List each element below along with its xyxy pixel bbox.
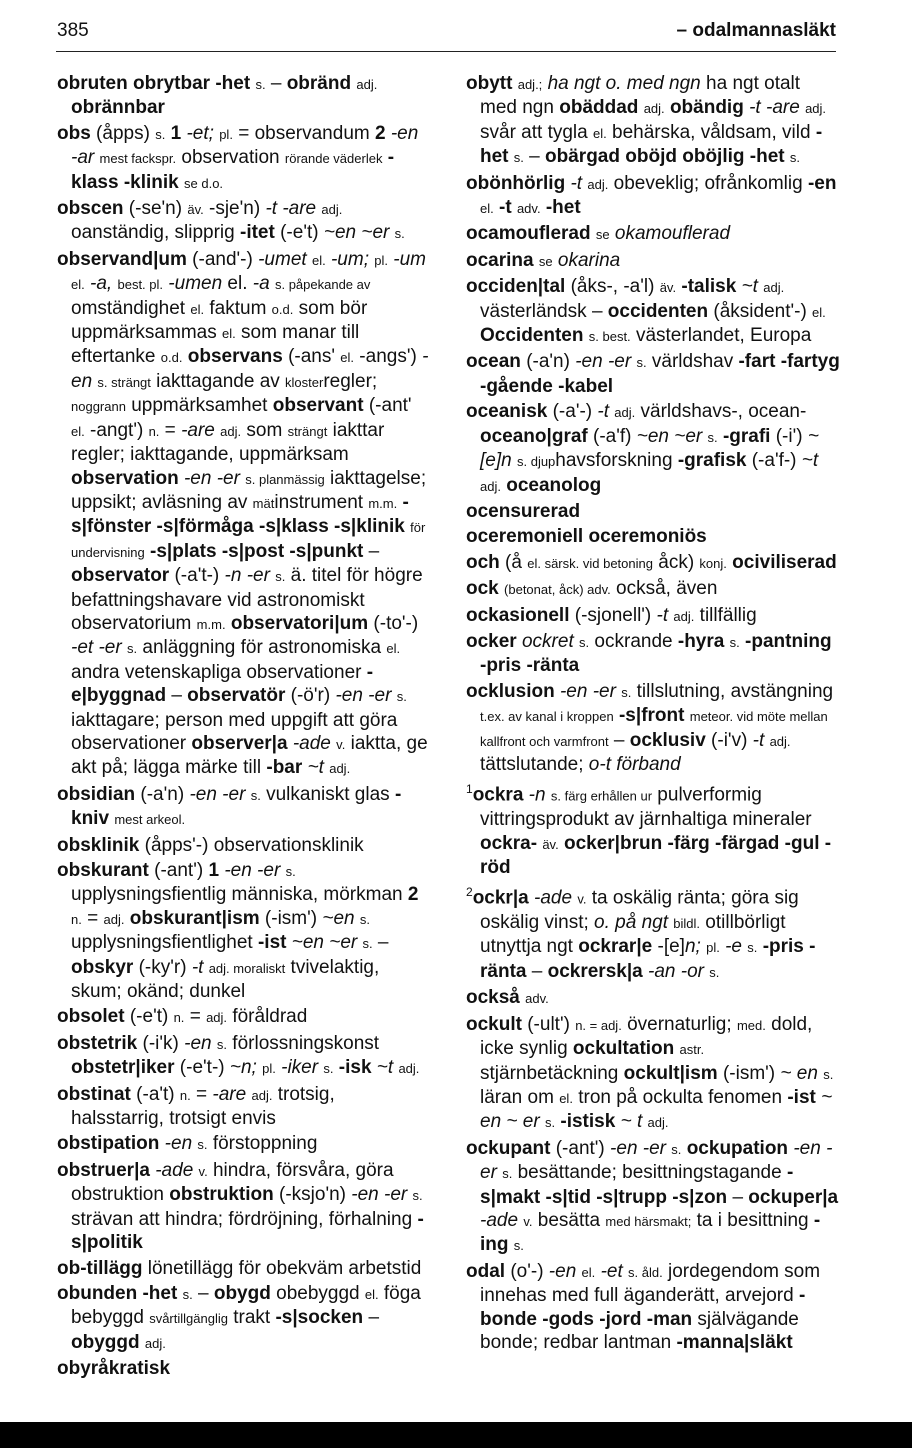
dictionary-entry: också adv. xyxy=(466,987,549,1009)
dictionary-entry: obyråkratisk xyxy=(57,1358,171,1380)
dictionary-entry: obs (åpps) s. 1 -et; pl. = observandum 2 -en -ar mest fackspr. observation rörande väderlek -klass -klinik se d.o. xyxy=(57,122,419,193)
left-column xyxy=(57,72,429,1383)
running-head: – odalmannasläkt xyxy=(676,20,836,41)
dictionary-entry: $^1$ockra -n s. färg erhållen ur pulverformig vittringsprodukt av järnhaltiga mineraler ockra- äv. ocker|brun -färg -färgad -gul -röd xyxy=(466,782,832,878)
dictionary-entry: ob-tillägg lönetillägg för obekväm arbetstid xyxy=(57,1257,422,1279)
page-number: 385 xyxy=(57,20,89,41)
dictionary-entry: ockult (-ult') n. = adj. övernaturlig; med. dold, icke synlig ockultation astr. stjärnbetäckning ockult|ism (-ism') ~ en s. läran om el. tron på ockulta fenomen -ist ~ en ~ er s. -istisk ~ t adj. xyxy=(466,1013,834,1133)
dictionary-entry: obruten obrytbar -het s. – obränd adj. obrännbar xyxy=(57,73,378,119)
dictionary-entry: odal (o'-) -en el. -et s. åld. jordegendom som innehas med full äganderätt, arvejord -bonde -gods -jord -man självägande bonde; redbar lantman -manna|släkt xyxy=(466,1260,821,1353)
dictionary-entry: obscen (-se'n) äv. -sje'n) -t -are adj. oanständig, slipprig -itet (-e't) ~en ~er s. xyxy=(57,198,405,244)
dictionary-entry: obstruer|a -ade v. hindra, försvåra, göra obstruktion obstruktion (-ksjo'n) -en -er s. strävan att hindra; fördröjning, förhalning -s|politik xyxy=(57,1159,424,1254)
dictionary-entry: ocamouflerad se okamouflerad xyxy=(466,223,731,245)
dictionary-entry: oceanisk (-a'-) -t adj. världshavs-, ocean- oceano|graf (-a'f) ~en ~er s. -grafi (-i') ~[e]n s. djuphavsforskning -grafisk (-a'f-) ~t adj. oceanolog xyxy=(466,401,819,496)
dictionary-entry: occiden|tal (åks-, -a'l) äv. -talisk ~t adj. västerländsk – occidenten (åksident'-) el. Occidenten s. best. västerlandet, Europa xyxy=(466,276,826,347)
dictionary-entry: ock (betonat, åck) adv. också, även xyxy=(466,578,718,600)
dictionary-entry: oceremoniell oceremoniös xyxy=(466,526,707,548)
dictionary-entry: $^2$ockr|a -ade v. ta oskälig ränta; göra sig oskälig vinst; o. på ngt bildl. otillbörligt utnyttja ngt ockrar|e -[e]n; pl. -e s. -pris -ränta – ockrersk|a -an -or s. xyxy=(466,885,816,982)
dictionary-entry: ockasionell (-sjonell') -t adj. tillfällig xyxy=(466,604,757,626)
dictionary-entry: obsidian (-a'n) -en -er s. vulkaniskt glas -kniv mest arkeol. xyxy=(57,783,402,830)
scan-bottom-bar xyxy=(0,1422,912,1448)
right-column xyxy=(466,72,842,1356)
dictionary-entry: ockupant (-ant') -en -er s. ockupation -en -er s. besättande; besittningstagande -s|makt -s|tid -s|trupp -s|zon – ockuper|a -ade v. besätta med härsmakt; ta i besittning -ing s. xyxy=(466,1137,839,1256)
dictionary-entry: ocklusion -en -er s. tillslutning, avstängning t.ex. av kanal i kroppen -s|front meteor. vid möte mellan kallfront och varmfront – ocklusiv (-i'v) -t adj. tättslutande; o-t förband xyxy=(466,680,834,775)
dictionary-entry: ocean (-a'n) -en -er s. världshav -fart -fartyg -gående -kabel xyxy=(466,351,840,397)
dictionary-entry: och (å el. särsk. vid betoning åck) konj. ociviliserad xyxy=(466,551,837,573)
dictionary-entry: obytt adj.; ha ngt o. med ngn ha ngt otalt med ngn obäddad adj. obändig -t -are adj. svår att tygla el. behärska, våldsam, vild -het s. – obärgad oböjd oböjlig -het s. xyxy=(466,73,827,168)
dictionary-entry: obstetrik (-i'k) -en s. förlossningskonst obstetr|iker (-e't-) ~n; pl. -iker s. -isk ~t adj. xyxy=(57,1032,420,1079)
dictionary-entry: observand|um (-and'-) -umet el. -um; pl. -um el. -a, best. pl. -umen el. -a s. påpekande av omständighet el. faktum o.d. som bör uppmärksammas el. som manar till eftertanke o.d. observans (-ans' el. -angs') -en s. strängt iakttagande av klosterregler; noggrann uppmärksamhet observant (-ant' el. -angt') n. = -are adj. som strängt iakttar regler; iakttagande, uppmärksam observation -en -er s. planmässig iakttagelse; uppsikt; avläsning av mätinstrument m.m. -s|fönster -s|förmåga -s|klass -s|klinik för undervisning -s|plats -s|post -s|punkt – observator (-a't-) -n -er s. ä. titel för högre befattningshavare vid astronomiskt observatorium m.m. observatori|um (-to'-) -et -er s. anläggning för astronomiska el. andra vetenskapliga observationer -e|byggnad – observatör (-ö'r) -en -er s. iakttagare; person med uppgift att göra observationer observer|a -ade v. iaktta, ge akt på; lägga märke till -bar ~t adj. xyxy=(57,248,429,779)
dictionary-entry: obskurant (-ant') 1 -en -er s. upplysningsfientlig människa, mörkman 2 n. = adj. obskurant|ism (-ism') ~en s. upplysningsfientlighet -ist ~en ~er s. – obskyr (-ky'r) -t adj. moraliskt tvivelaktig, skum; okänd; dunkel xyxy=(57,860,419,1003)
dictionary-entry: obsolet (-e't) n. = adj. föråldrad xyxy=(57,1006,308,1028)
dictionary-entry: obstinat (-a't) n. = -are adj. trotsig, halsstarrig, trotsigt envis xyxy=(57,1083,335,1130)
dictionary-entry: obsklinik (åpps'-) observationsklinik xyxy=(57,834,364,856)
dictionary-entry: obönhörlig -t adj. obeveklig; ofrånkomlig -en el. -t adv. -het xyxy=(466,172,837,219)
header-rule xyxy=(56,51,836,52)
dictionary-entry: ocensurerad xyxy=(466,500,581,522)
dictionary-entry: ocarina se okarina xyxy=(466,249,621,271)
dictionary-entry: obstipation -en s. förstoppning xyxy=(57,1133,318,1155)
dictionary-entry: obunden -het s. – obygd obebyggd el. föga bebyggd svårtillgänglig trakt -s|socken – obyggd adj. xyxy=(57,1282,421,1353)
dictionary-entry: ocker ockret s. ockrande -hyra s. -pantning -pris -ränta xyxy=(466,630,832,677)
